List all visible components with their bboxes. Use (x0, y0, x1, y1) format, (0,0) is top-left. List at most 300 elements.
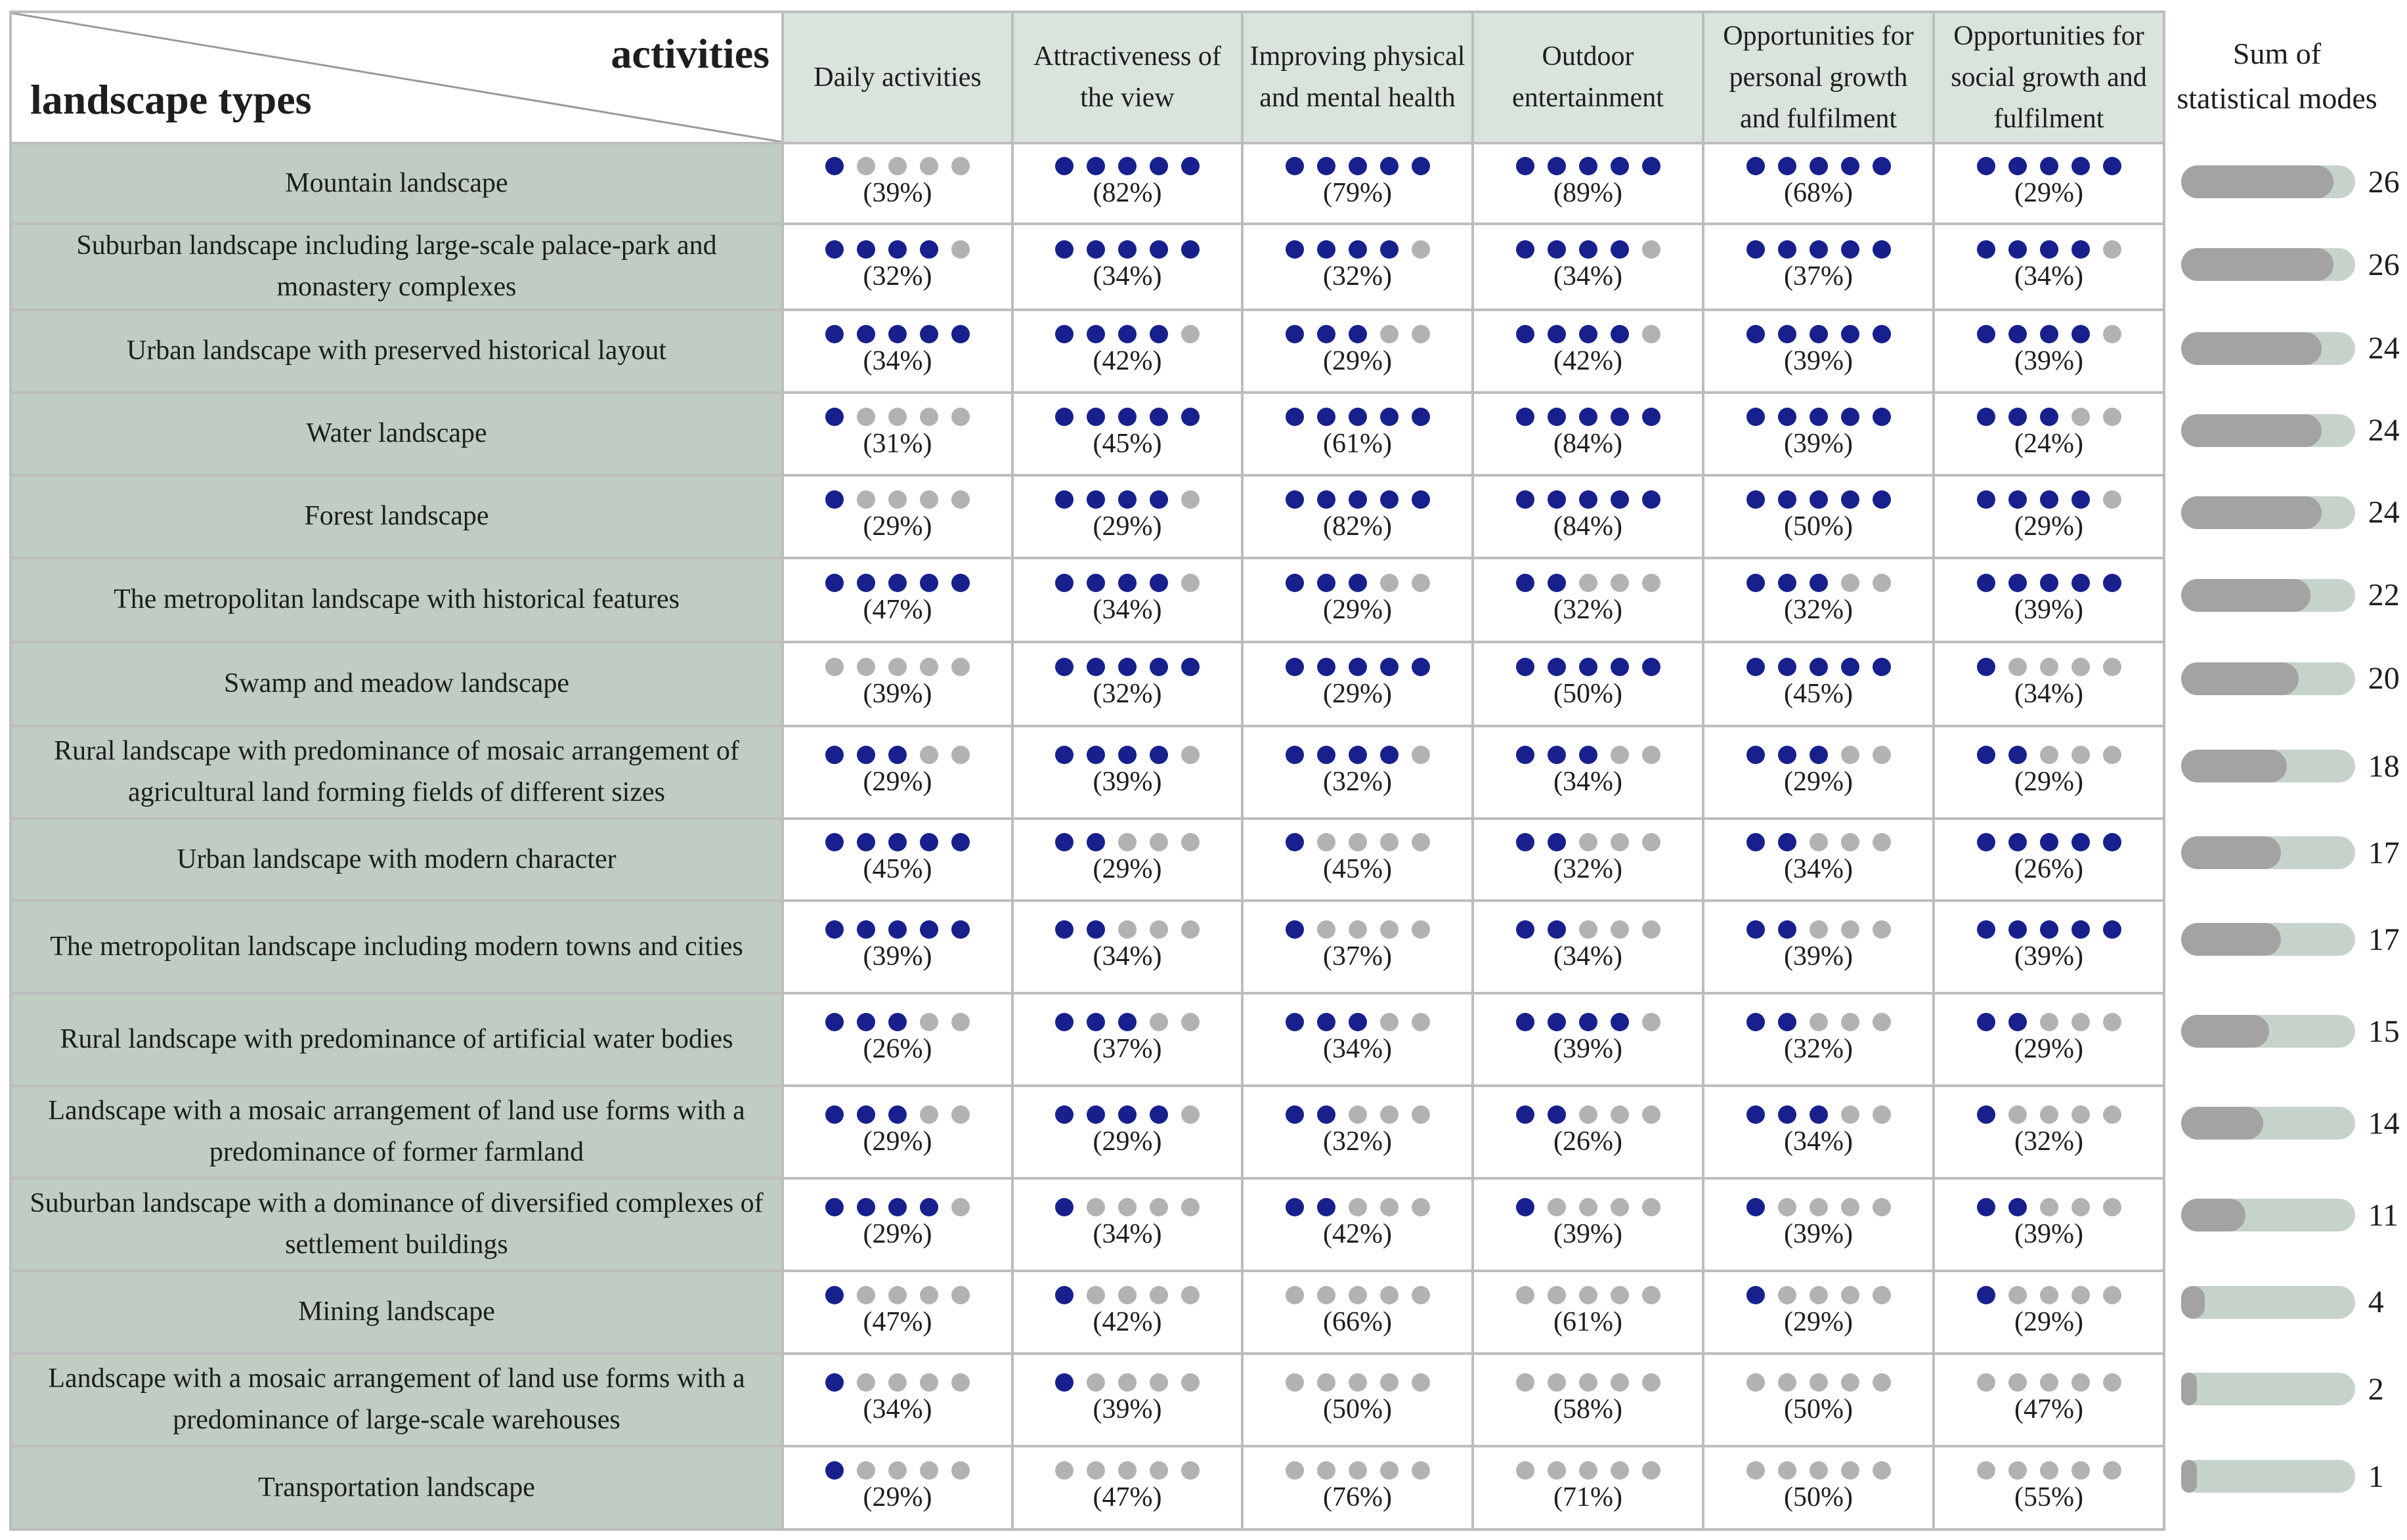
empty-dot-mark (2040, 1373, 2058, 1392)
filled-dot-mark (1746, 1105, 1765, 1124)
sum-row (2173, 553, 2407, 637)
filled-dot-mark (1810, 240, 1828, 259)
filled-dot-mark (888, 325, 907, 343)
mode-dots (1014, 657, 1241, 677)
mode-cell (1242, 1446, 1473, 1529)
mode-dots (1244, 832, 1471, 852)
mode-dots (1935, 573, 2163, 593)
mode-dots (1474, 156, 1702, 176)
empty-dot-mark (1181, 1198, 1200, 1216)
percentage-label: (32%) (1323, 261, 1392, 292)
filled-dot-mark (1349, 240, 1367, 259)
mode-dots (1244, 240, 1471, 259)
empty-dot-mark (920, 658, 938, 676)
empty-dot-mark (1412, 1461, 1430, 1480)
filled-dot-mark (1349, 746, 1367, 764)
mode-dots (1935, 1373, 2163, 1392)
mode-cell (1242, 726, 1473, 819)
filled-dot-mark (1150, 658, 1168, 676)
percentage-label: (29%) (863, 767, 932, 798)
empty-dot-mark (1810, 1013, 1828, 1031)
mode-dots (1935, 1105, 2163, 1124)
empty-dot-mark (1412, 746, 1430, 764)
empty-dot-mark (1873, 1373, 1891, 1392)
sum-value-label: 4 (2368, 1285, 2384, 1319)
percentage-label: (37%) (1784, 261, 1853, 292)
empty-dot-mark (1516, 1461, 1534, 1480)
mode-cell (1012, 1446, 1242, 1529)
mode-dots (1474, 657, 1702, 677)
percentage-label: (66%) (1323, 1306, 1392, 1337)
mode-cell (783, 1446, 1012, 1529)
mode-dots (1244, 490, 1471, 509)
mode-cell (1473, 224, 1703, 310)
mode-dots (1244, 407, 1471, 427)
mode-dots (1474, 920, 1702, 939)
filled-dot-mark (1317, 746, 1335, 764)
empty-dot-mark (1181, 920, 1200, 939)
empty-dot-mark (888, 408, 907, 426)
empty-dot-mark (1746, 1373, 1765, 1392)
empty-dot-mark (1181, 1105, 1200, 1124)
column-header: Daily activities (783, 12, 1012, 143)
filled-dot-mark (1055, 1013, 1073, 1031)
mode-dots (1474, 1012, 1702, 1032)
percentage-label: (39%) (1093, 767, 1162, 798)
filled-dot-mark (1055, 658, 1073, 676)
empty-dot-mark (1548, 1286, 1566, 1304)
filled-dot-mark (1516, 157, 1534, 175)
empty-dot-mark (2040, 1286, 2058, 1304)
filled-dot-mark (2040, 833, 2058, 851)
empty-dot-mark (1548, 1198, 1566, 1216)
mode-cell (1242, 901, 1473, 993)
percentage-label: (39%) (2014, 1219, 2083, 1250)
empty-dot-mark (1977, 1373, 1995, 1392)
empty-dot-mark (951, 1286, 970, 1304)
filled-dot-mark (1317, 1198, 1335, 1216)
mode-dots (1704, 1105, 1932, 1124)
filled-dot-mark (1317, 658, 1335, 676)
sum-bar-track (2181, 1199, 2355, 1231)
empty-dot-mark (1778, 1461, 1796, 1480)
percentage-label: (29%) (2014, 178, 2083, 209)
empty-dot-mark (857, 408, 875, 426)
filled-dot-mark (1055, 833, 1073, 851)
empty-dot-mark (1977, 1461, 1995, 1480)
mode-cell (1012, 558, 1242, 642)
empty-dot-mark (1181, 746, 1200, 764)
percentage-label: (34%) (1093, 594, 1162, 625)
empty-dot-mark (1873, 1013, 1891, 1031)
empty-dot-mark (888, 157, 907, 175)
filled-dot-mark (920, 833, 938, 851)
filled-dot-mark (1746, 920, 1765, 939)
empty-dot-mark (2071, 408, 2090, 426)
filled-dot-mark (1412, 658, 1430, 676)
mode-dots (784, 1105, 1011, 1124)
filled-dot-mark (1516, 325, 1534, 343)
mode-dots (1014, 1373, 1241, 1392)
empty-dot-mark (1548, 1461, 1566, 1480)
mode-cell (1703, 901, 1934, 993)
percentage-label: (29%) (863, 1126, 932, 1157)
filled-dot-mark (920, 1198, 938, 1216)
filled-dot-mark (1087, 658, 1105, 676)
filled-dot-mark (1873, 408, 1891, 426)
mode-cell (1703, 726, 1934, 819)
percentage-label: (29%) (1784, 1306, 1853, 1337)
percentage-label: (34%) (863, 345, 932, 376)
filled-dot-mark (1810, 157, 1828, 175)
filled-dot-mark (2008, 325, 2027, 343)
column-header: Improving physical and mental health (1242, 12, 1473, 143)
empty-dot-mark (1349, 1461, 1367, 1480)
mode-dots (1474, 1461, 1702, 1480)
filled-dot-mark (1286, 325, 1304, 343)
mode-cell (783, 310, 1012, 393)
mode-dots (784, 832, 1011, 852)
filled-dot-mark (825, 920, 844, 939)
mode-cell (783, 475, 1012, 558)
mode-dots (1935, 240, 2163, 259)
empty-dot-mark (1181, 574, 1200, 592)
empty-dot-mark (888, 1373, 907, 1392)
filled-dot-mark (1087, 1013, 1105, 1031)
mode-dots (1704, 1461, 1932, 1480)
mode-cell (783, 642, 1012, 726)
empty-dot-mark (1412, 325, 1430, 343)
filled-dot-mark (1548, 240, 1566, 259)
empty-dot-mark (2040, 1198, 2058, 1216)
mode-dots (784, 1197, 1011, 1217)
empty-dot-mark (1118, 833, 1137, 851)
empty-dot-mark (1642, 920, 1660, 939)
empty-dot-mark (1181, 325, 1200, 343)
sum-value-label: 24 (2368, 413, 2400, 448)
mode-cell (1012, 1086, 1242, 1178)
mode-cell (783, 993, 1012, 1086)
empty-dot-mark (857, 1286, 875, 1304)
filled-dot-mark (1118, 1105, 1137, 1124)
empty-dot-mark (1778, 1373, 1796, 1392)
mode-cell (1012, 475, 1242, 558)
empty-dot-mark (2040, 1013, 2058, 1031)
percentage-label: (34%) (1093, 941, 1162, 972)
percentage-label: (47%) (863, 594, 932, 625)
mode-cell (1012, 224, 1242, 310)
empty-dot-mark (1516, 1373, 1534, 1392)
mode-dots (784, 1373, 1011, 1392)
percentage-label: (34%) (1093, 261, 1162, 292)
empty-dot-mark (857, 157, 875, 175)
empty-dot-mark (1642, 833, 1660, 851)
table-row (11, 993, 2164, 1086)
matrix-body (11, 143, 2164, 1529)
filled-dot-mark (1611, 325, 1629, 343)
empty-dot-mark (1055, 1461, 1073, 1480)
empty-dot-mark (1579, 1198, 1597, 1216)
empty-dot-mark (1380, 1198, 1399, 1216)
empty-dot-mark (1118, 1461, 1137, 1480)
filled-dot-mark (1087, 240, 1105, 259)
mode-cell (1703, 475, 1934, 558)
empty-dot-mark (1611, 574, 1629, 592)
mode-cell (1473, 1086, 1703, 1178)
filled-dot-mark (888, 833, 907, 851)
empty-dot-mark (1810, 1286, 1828, 1304)
percentage-label: (47%) (863, 1306, 932, 1337)
filled-dot-mark (1087, 833, 1105, 851)
filled-dot-mark (1349, 408, 1367, 426)
sum-header: Sum of statistical modes (2177, 37, 2377, 115)
percentage-label: (39%) (1553, 1034, 1622, 1065)
filled-dot-mark (1977, 1013, 1995, 1031)
empty-dot-mark (857, 658, 875, 676)
percentage-label: (42%) (1093, 345, 1162, 376)
filled-dot-mark (951, 920, 970, 939)
empty-dot-mark (1150, 1461, 1168, 1480)
mode-cell (1242, 1354, 1473, 1446)
percentage-label: (29%) (1323, 678, 1392, 709)
filled-dot-mark (888, 1105, 907, 1124)
filled-dot-mark (1977, 1286, 1995, 1304)
empty-dot-mark (1841, 746, 1859, 764)
mode-cell (1703, 819, 1934, 901)
mode-cell (1242, 310, 1473, 393)
filled-dot-mark (2008, 574, 2027, 592)
sum-bar-track (2181, 332, 2355, 365)
filled-dot-mark (1977, 408, 1995, 426)
percentage-label: (39%) (2014, 594, 2083, 625)
mode-cell (783, 1086, 1012, 1178)
filled-dot-mark (888, 1013, 907, 1031)
filled-dot-mark (1286, 490, 1304, 509)
empty-dot-mark (2103, 1105, 2121, 1124)
empty-dot-mark (1286, 1373, 1304, 1392)
mode-cell (783, 393, 1012, 475)
filled-dot-mark (1055, 240, 1073, 259)
mode-dots (1474, 1373, 1702, 1392)
percentage-label: (50%) (1784, 1482, 1853, 1513)
filled-dot-mark (857, 1198, 875, 1216)
filled-dot-mark (1977, 490, 1995, 509)
percentage-label: (29%) (863, 1219, 932, 1250)
percentage-label: (34%) (2014, 678, 2083, 709)
filled-dot-mark (825, 1461, 844, 1480)
landscape-type-label: Mountain landscape (11, 143, 783, 224)
sum-row (2173, 812, 2407, 893)
filled-dot-mark (2008, 1013, 2027, 1031)
filled-dot-mark (825, 1105, 844, 1124)
empty-dot-mark (1150, 1013, 1168, 1031)
mode-cell (1703, 143, 1934, 224)
empty-dot-mark (1118, 920, 1137, 939)
filled-dot-mark (825, 240, 844, 259)
empty-dot-mark (1841, 1105, 1859, 1124)
mode-cell (1242, 143, 1473, 224)
empty-dot-mark (920, 157, 938, 175)
mode-cell (1012, 901, 1242, 993)
empty-dot-mark (1611, 1198, 1629, 1216)
percentage-label: (32%) (1323, 1126, 1392, 1157)
filled-dot-mark (2040, 157, 2058, 175)
empty-dot-mark (1642, 1013, 1660, 1031)
filled-dot-mark (1150, 325, 1168, 343)
mode-cell (1242, 224, 1473, 310)
mode-cell (1012, 819, 1242, 901)
empty-dot-mark (888, 490, 907, 509)
empty-dot-mark (1611, 1461, 1629, 1480)
landscape-type-label: Landscape with a mosaic arrangement of land use forms with a predominance of former farmland (11, 1086, 783, 1178)
percentage-label: (39%) (863, 678, 932, 709)
percentage-label: (39%) (863, 941, 932, 972)
landscape-type-label: Transportation landscape (11, 1446, 783, 1529)
landscape-type-label: Suburban landscape including large-scale palace-park and monastery complexes (11, 224, 783, 310)
filled-dot-mark (1746, 746, 1765, 764)
filled-dot-mark (1118, 490, 1137, 509)
empty-dot-mark (2040, 658, 2058, 676)
filled-dot-mark (1548, 658, 1566, 676)
filled-dot-mark (1349, 574, 1367, 592)
table-row (11, 1354, 2164, 1446)
filled-dot-mark (1810, 1105, 1828, 1124)
mode-dots (784, 1285, 1011, 1305)
mode-cell (1012, 310, 1242, 393)
mode-dots (1704, 573, 1932, 593)
filled-dot-mark (951, 325, 970, 343)
mode-cell (1473, 393, 1703, 475)
empty-dot-mark (2103, 1198, 2121, 1216)
empty-dot-mark (1841, 1198, 1859, 1216)
filled-dot-mark (825, 490, 844, 509)
empty-dot-mark (1380, 1286, 1399, 1304)
sum-value-label: 17 (2368, 835, 2400, 870)
mode-dots (1474, 1105, 1702, 1124)
filled-dot-mark (1516, 920, 1534, 939)
empty-dot-mark (1181, 833, 1200, 851)
mode-dots (1474, 1285, 1702, 1305)
percentage-label: (45%) (863, 854, 932, 885)
sum-bar-track (2181, 836, 2355, 869)
mode-dots (1244, 1461, 1471, 1480)
filled-dot-mark (1611, 408, 1629, 426)
filled-dot-mark (2071, 833, 2090, 851)
filled-dot-mark (1380, 746, 1399, 764)
empty-dot-mark (920, 1286, 938, 1304)
percentage-label: (39%) (1784, 941, 1853, 972)
mode-dots (1704, 240, 1932, 259)
filled-dot-mark (1087, 574, 1105, 592)
filled-dot-mark (857, 920, 875, 939)
filled-dot-mark (951, 833, 970, 851)
mode-cell (783, 558, 1012, 642)
filled-dot-mark (2008, 408, 2027, 426)
filled-dot-mark (1516, 490, 1534, 509)
mode-dots (1704, 1012, 1932, 1032)
empty-dot-mark (2008, 1286, 2027, 1304)
percentage-label: (47%) (2014, 1394, 2083, 1425)
mode-dots (1935, 407, 2163, 427)
percentage-label: (39%) (1093, 1394, 1162, 1425)
percentage-label: (58%) (1553, 1394, 1622, 1425)
filled-dot-mark (1150, 240, 1168, 259)
mode-cell (1473, 475, 1703, 558)
percentage-label: (32%) (1553, 854, 1622, 885)
empty-dot-mark (1873, 746, 1891, 764)
filled-dot-mark (1873, 658, 1891, 676)
mode-dots (1704, 407, 1932, 427)
filled-dot-mark (1746, 157, 1765, 175)
sum-bar-mark (2181, 332, 2322, 365)
landscape-type-label: Urban landscape with preserved historical layout (11, 310, 783, 393)
mode-cell (1934, 475, 2164, 558)
percentage-label: (29%) (1093, 1126, 1162, 1157)
percentage-label: (84%) (1553, 511, 1622, 542)
filled-dot-mark (1548, 920, 1566, 939)
empty-dot-mark (1150, 920, 1168, 939)
filled-dot-mark (1150, 157, 1168, 175)
sum-value-label: 17 (2368, 922, 2400, 957)
landscape-type-label: Landscape with a mosaic arrangement of land use forms with a predominance of large-scale warehouses (11, 1354, 783, 1446)
percentage-label: (29%) (863, 1482, 932, 1513)
mode-cell (1934, 642, 2164, 726)
filled-dot-mark (2008, 746, 2027, 764)
empty-dot-mark (1873, 1105, 1891, 1124)
mode-dots (1244, 324, 1471, 344)
filled-dot-mark (857, 1105, 875, 1124)
percentage-label: (89%) (1553, 178, 1622, 209)
filled-dot-mark (1118, 240, 1137, 259)
filled-dot-mark (1548, 157, 1566, 175)
empty-dot-mark (1412, 1286, 1430, 1304)
empty-dot-mark (1873, 1198, 1891, 1216)
empty-dot-mark (1412, 574, 1430, 592)
empty-dot-mark (2071, 658, 2090, 676)
sum-value-label: 18 (2368, 748, 2400, 784)
empty-dot-mark (1349, 833, 1367, 851)
percentage-label: (34%) (1553, 941, 1622, 972)
filled-dot-mark (1286, 240, 1304, 259)
table-row (11, 224, 2164, 310)
mode-cell (1242, 475, 1473, 558)
percentage-label: (50%) (1553, 678, 1622, 709)
filled-dot-mark (1746, 1286, 1765, 1304)
empty-dot-mark (1317, 920, 1335, 939)
filled-dot-mark (1380, 240, 1399, 259)
filled-dot-mark (1317, 325, 1335, 343)
landscape-type-label: Mining landscape (11, 1271, 783, 1354)
filled-dot-mark (825, 1373, 844, 1392)
mode-dots (1704, 1285, 1932, 1305)
empty-dot-mark (1579, 1286, 1597, 1304)
filled-dot-mark (888, 240, 907, 259)
empty-dot-mark (1150, 1373, 1168, 1392)
percentage-label: (29%) (1093, 511, 1162, 542)
filled-dot-mark (1118, 325, 1137, 343)
mode-dots (1935, 324, 2163, 344)
percentage-label: (34%) (1553, 767, 1622, 798)
percentage-label: (37%) (1093, 1034, 1162, 1065)
sum-row (2173, 1343, 2407, 1435)
filled-dot-mark (1977, 1105, 1995, 1124)
filled-dot-mark (2008, 157, 2027, 175)
filled-dot-mark (1810, 658, 1828, 676)
landscape-type-label: Forest landscape (11, 475, 783, 558)
empty-dot-mark (2071, 1373, 2090, 1392)
empty-dot-mark (1579, 1461, 1597, 1480)
mode-cell (783, 1271, 1012, 1354)
